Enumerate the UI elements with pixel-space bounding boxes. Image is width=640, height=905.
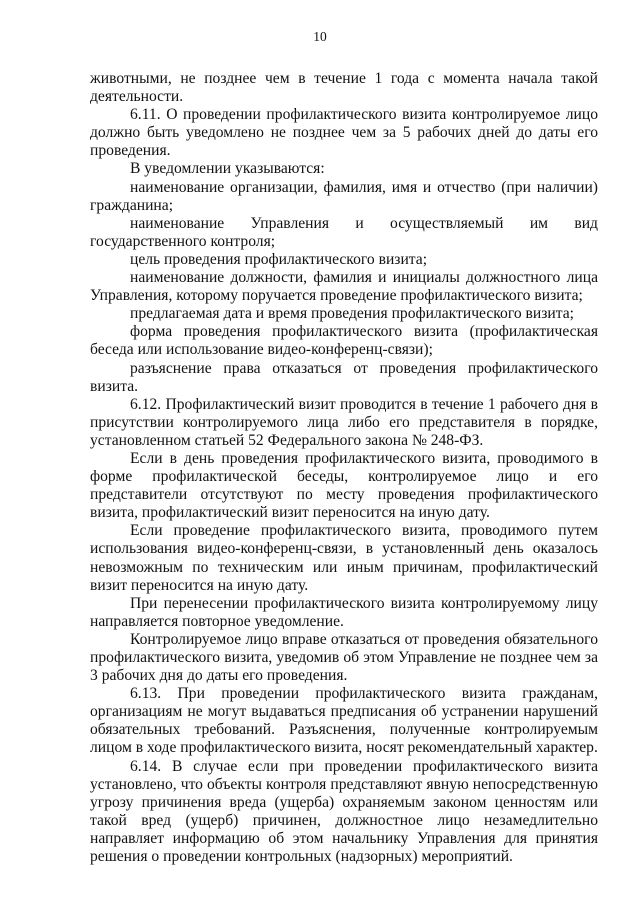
paragraph-notice-item-form: форма проведения профилактического визита (профилактическая беседа или использование видео-конференц-связи); bbox=[90, 323, 598, 359]
paragraph-notice-item-date: предлагаемая дата и время проведения профилактического визита; bbox=[130, 305, 575, 323]
paragraph-6-11: 6.11. О проведении профилактического визита контролируемое лицо должно быть уведомлено не позднее чем за 5 рабочих дней до даты его проведения. bbox=[90, 106, 598, 160]
page-number: 10 bbox=[313, 29, 327, 44]
paragraph-video-failure: Если проведение профилактического визита, проводимого путем использования видео-конференц-связи, в установленный день оказалось невозможным по техническим или иным причинам, профилактический визит переносится на иную дату. bbox=[90, 522, 598, 594]
paragraph-notice-item-authority: наименование Управления и осуществляемый им вид государственного контроля; bbox=[90, 214, 598, 250]
paragraph-notice-item-right: разъяснение права отказаться от проведения профилактического визита. bbox=[90, 359, 598, 395]
paragraph-refusal: Контролируемое лицо вправе отказаться от проведения обязательного профилактического визита, уведомив об этом Управление не позднее чем за 3 рабочих дня до даты его проведения. bbox=[90, 630, 598, 685]
paragraph-notice-item-organization: наименование организации, фамилия, имя и отчество (при наличии) гражданина; bbox=[90, 178, 598, 214]
paragraph-continuation: животными, не позднее чем в течение 1 года с момента начала такой деятельности. bbox=[90, 70, 598, 106]
paragraph-renotice: При перенесении профилактического визита контролируемому лицу направляется повторное уведомление. bbox=[90, 594, 598, 630]
paragraph-6-14: 6.14. В случае если при проведении профилактического визита установлено, что объекты контроля представляют явную непосредственную угрозу причинения вреда (ущерба) охраняемым законом ценностям или такой вред (ущерб) причинен, должностное лицо незамедлительно направляет информацию об этом начальнику Управления для принятия решения о проведении контрольных (надзорных) мероприятий. bbox=[90, 757, 598, 866]
paragraph-notice-item-official: наименование должности, фамилия и инициалы должностного лица Управления, которому поручается проведение профилактического визита; bbox=[90, 269, 598, 305]
paragraph-notice-intro: В уведомлении указываются: bbox=[130, 160, 325, 178]
paragraph-6-13: 6.13. При проведении профилактического визита гражданам, организациям не могут выдаваться предписания об устранении нарушений обязательных требований. Разъяснения, полученные контролируемым лицом в ходе профилактического визита, носят рекомендательный характер. bbox=[90, 685, 598, 757]
document-body bbox=[90, 70, 598, 866]
paragraph-absence: Если в день проведения профилактического визита, проводимого в форме профилактической беседы, контролируемое лицо и его представители отсутствуют по месту проведения профилактического визита, профилактический визит переносится на иную дату. bbox=[90, 449, 598, 522]
paragraph-6-12: 6.12. Профилактический визит проводится в течение 1 рабочего дня в присутствии контролируемого лица либо его представителя в порядке, установленном статьей 52 Федерального закона № 248-ФЗ. bbox=[90, 395, 598, 449]
paragraph-notice-item-purpose: цель проведения профилактического визита; bbox=[130, 250, 428, 268]
